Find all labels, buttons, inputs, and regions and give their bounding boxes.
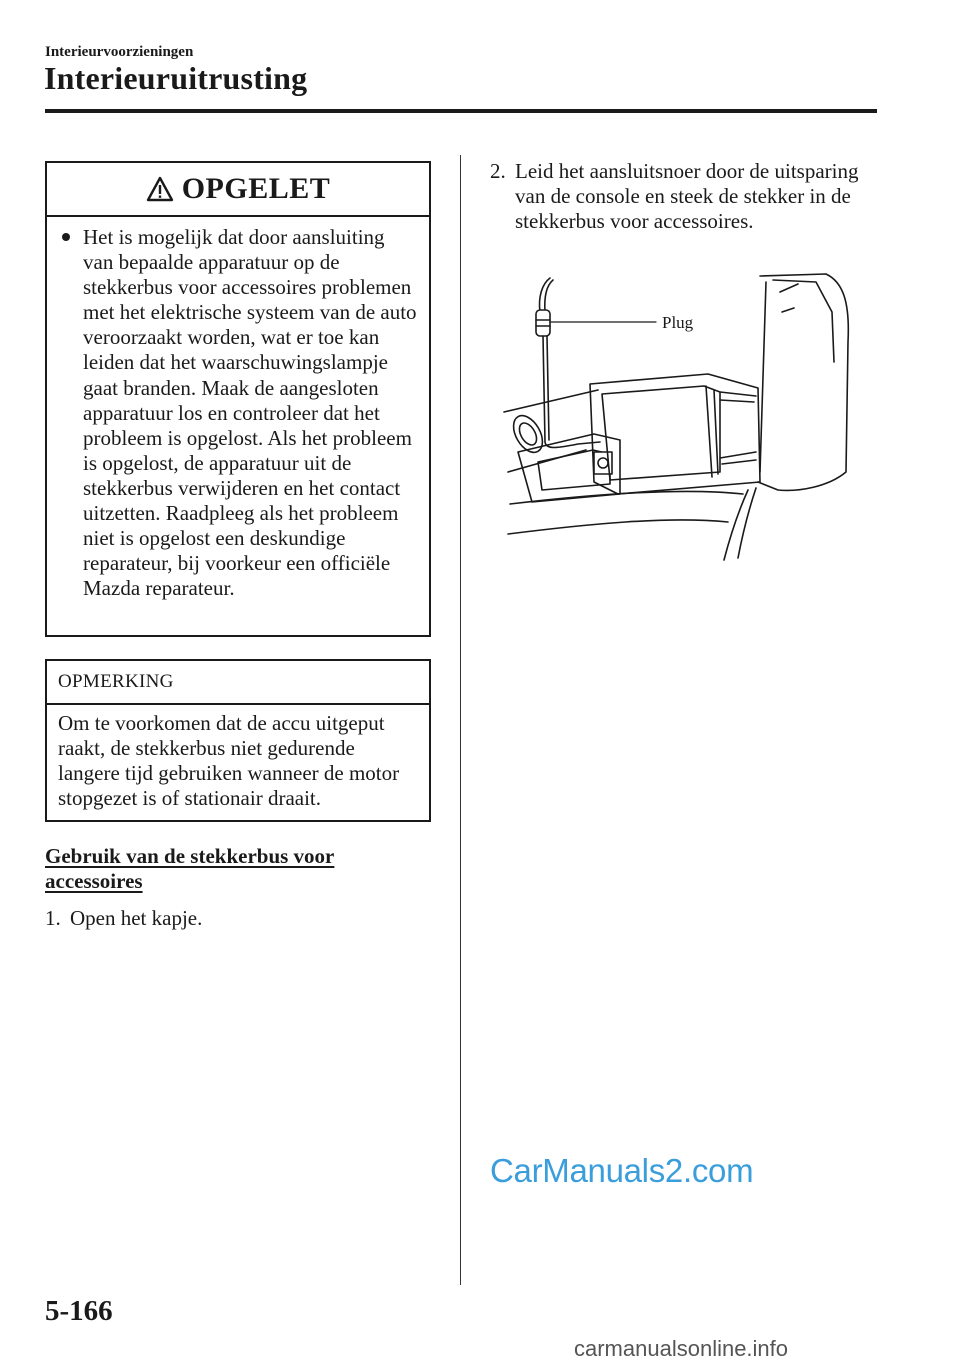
column-divider <box>460 155 461 1285</box>
step-number: 2. <box>490 159 506 183</box>
footer-watermark: carmanualsonline.info <box>574 1336 789 1361</box>
caution-bullet <box>47 217 429 601</box>
note-box <box>45 659 431 822</box>
step-2 <box>490 159 880 269</box>
watermark: CarManuals2.com <box>490 1152 754 1189</box>
page-number: 5-166 <box>45 1295 113 1327</box>
plug-callout-label: Plug <box>662 313 694 332</box>
note-title: OPMERKING <box>47 661 429 705</box>
console-illustration <box>498 272 866 562</box>
warning-triangle-icon <box>146 176 174 202</box>
step-text: Open het kapje. <box>70 906 203 930</box>
title-rule <box>45 109 877 113</box>
note-text: Om te voorkomen dat de accu uitgeput raakt, de stekkerbus niet gedurende langere tijd gebruiken wanneer de motor stopgezet is of stationair draait. <box>58 711 400 811</box>
section-label: Interieurvoorzieningen <box>45 44 194 60</box>
page-title: Interieuruitrusting <box>44 60 308 96</box>
bullet-icon <box>62 233 70 241</box>
step-text: Leid het aansluitsnoer door de uitsparing van de console en steek de stekker in de stekkerbus voor accessoires. <box>515 159 859 234</box>
caution-title: OPGELET <box>181 172 331 205</box>
caution-text: Het is mogelijk dat door aansluiting van bepaalde apparatuur op de stekkerbus voor accessoires problemen met het elektrische systeem van de auto veroorzaakt worden, wat er toe kan leiden dat het waarschuwingslampje gaat branden. Maak de aangesloten apparatuur los en controleer dat het probleem is opgelost. Als het probleem is opgelost, de apparatuur uit de stekkerbus verwijderen en het contact uitzetten. Raadpleeg als het probleem niet is opgelost een deskundige reparateur, bij voorkeur een officiële Mazda reparateur. <box>83 225 417 601</box>
caution-box <box>45 161 431 637</box>
step-1 <box>45 906 445 936</box>
section-subheading: Gebruik van de stekkerbus voor accessoires <box>45 844 335 893</box>
step-number: 1. <box>45 906 61 930</box>
caution-header <box>47 163 429 217</box>
